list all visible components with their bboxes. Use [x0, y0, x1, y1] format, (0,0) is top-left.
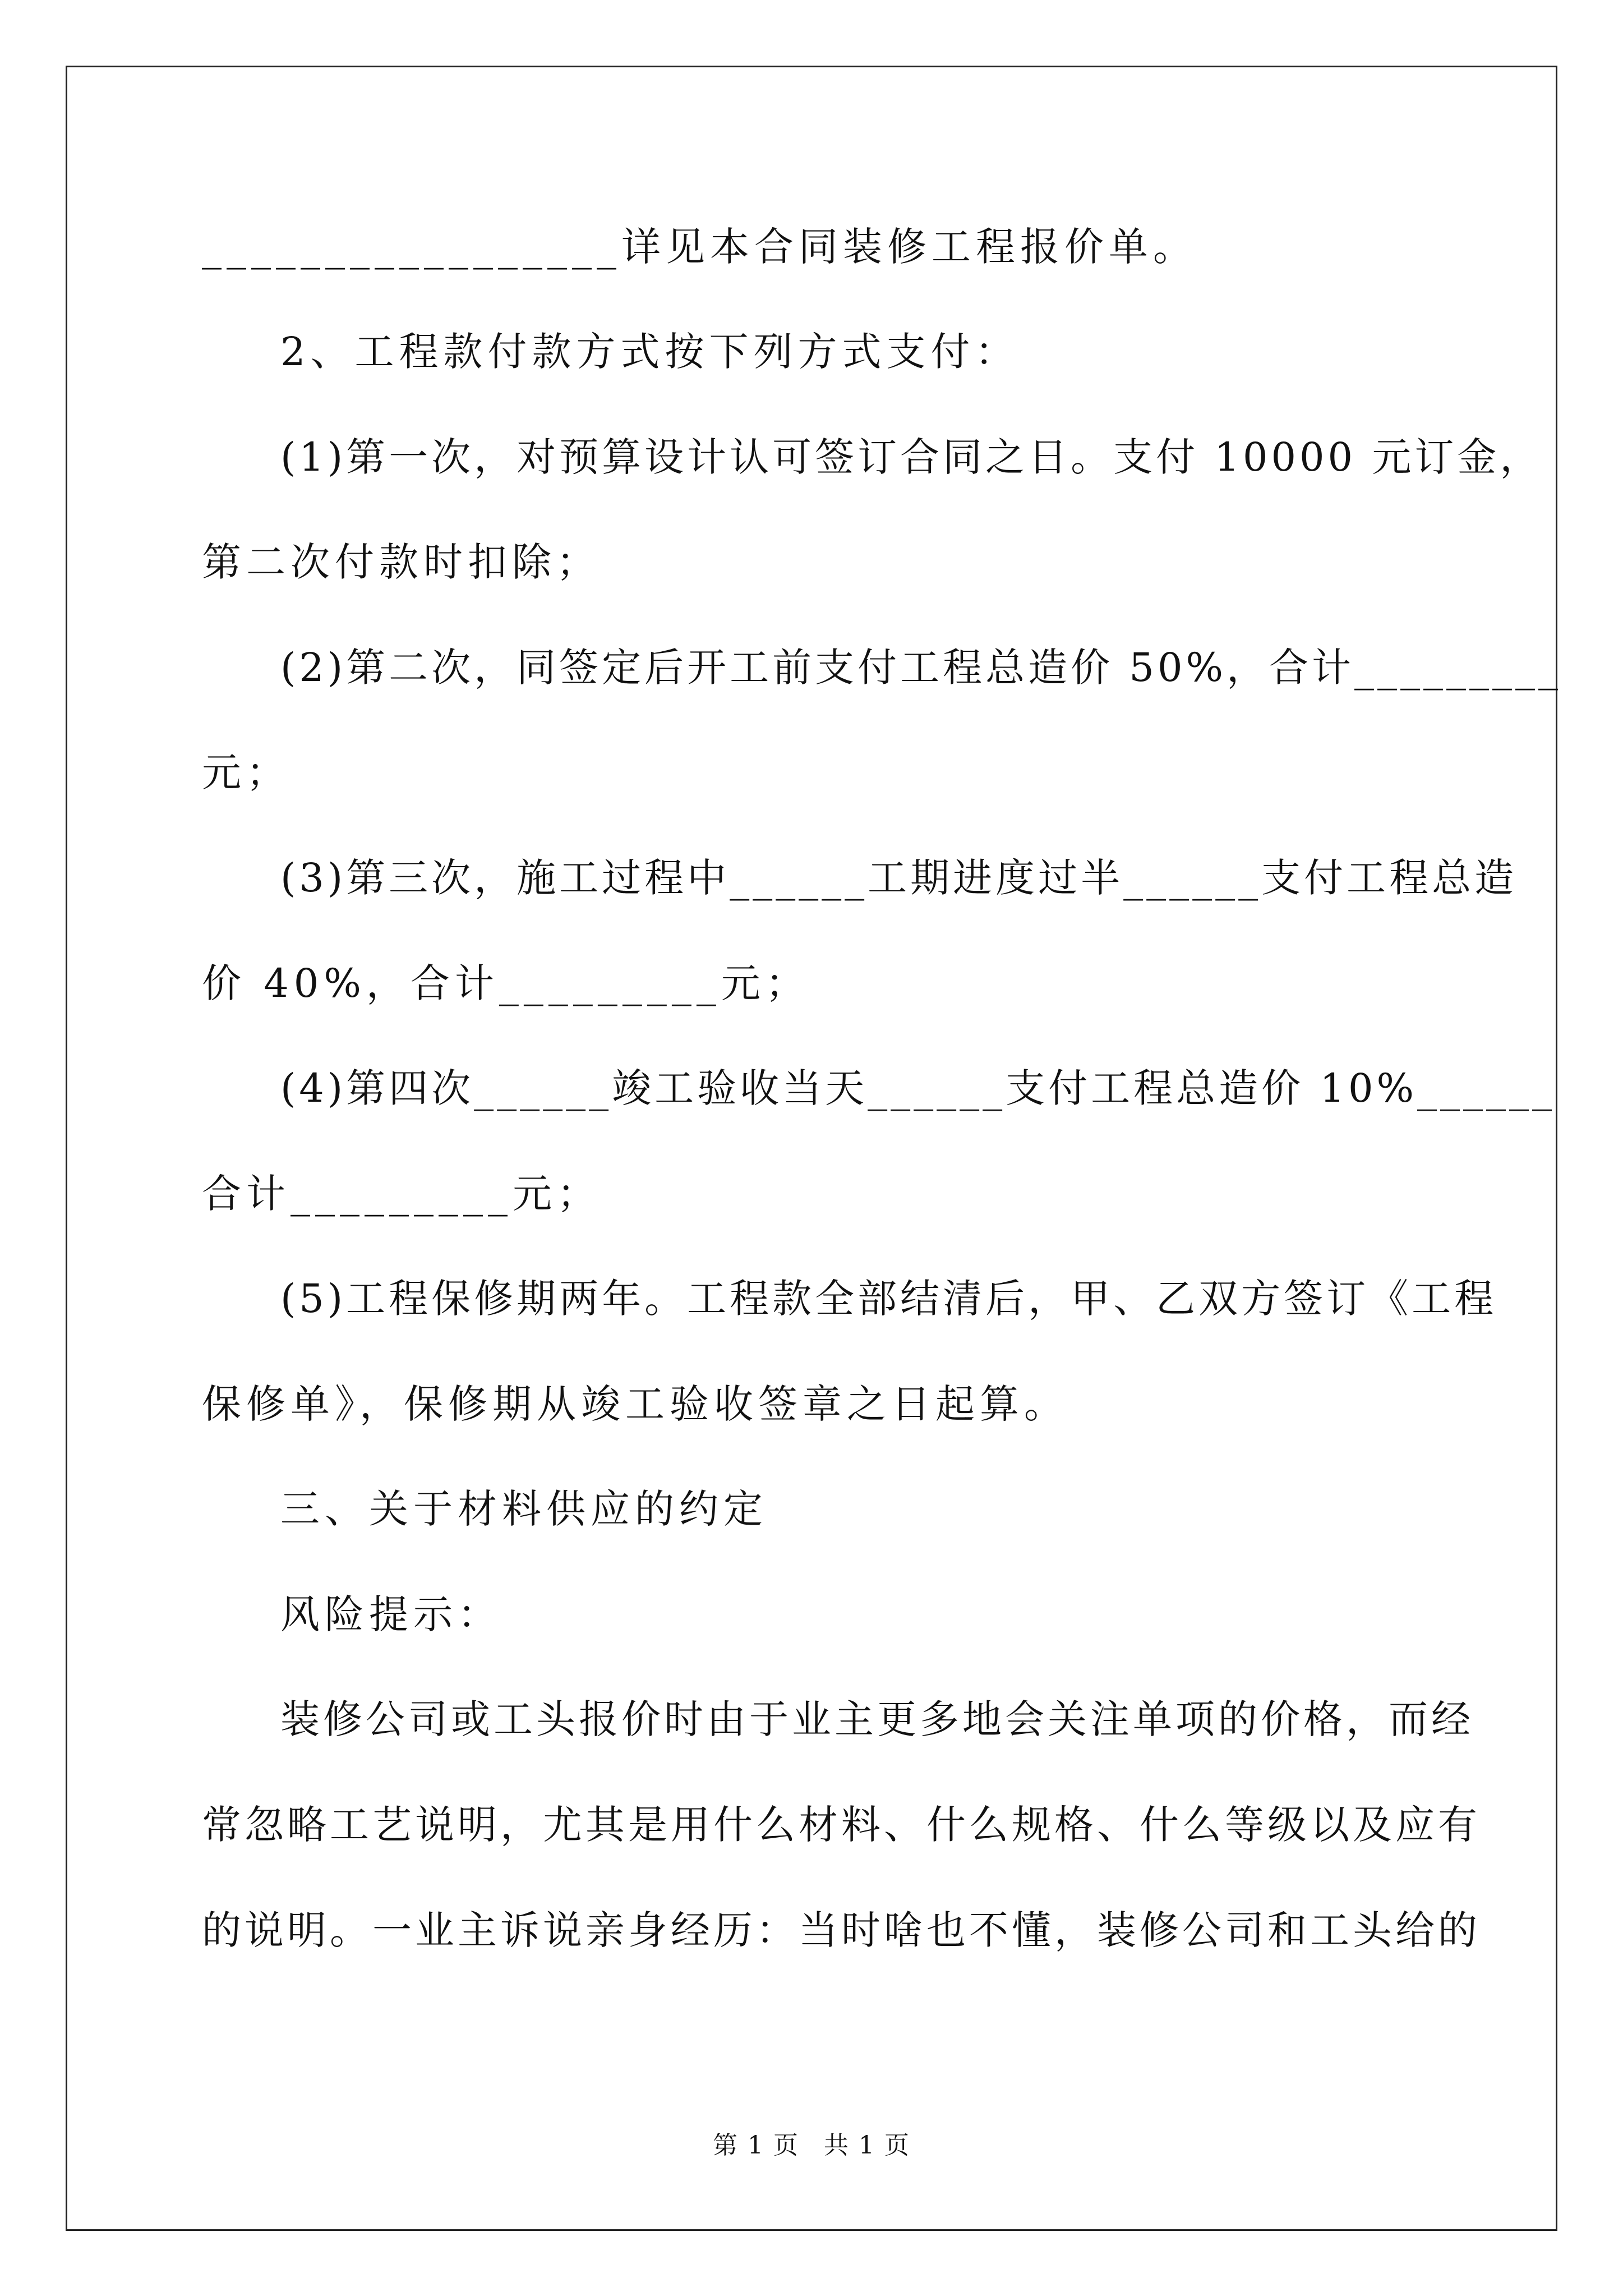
page-number: 第 1 页 — [713, 2131, 799, 2160]
text-line: 合计_________元； — [202, 1171, 601, 1217]
page-total: 共 1 页 — [824, 2131, 910, 2160]
text-line: 第二次付款时扣除； — [202, 539, 601, 585]
section-heading: 三、关于材料供应的约定 — [280, 1486, 768, 1532]
text-line: (4)第四次______竣工验收当天______支付工程总造价 10%______ — [280, 1065, 1555, 1111]
text-line: 常忽略工艺说明，尤其是用什么材料、什么规格、什么等级以及应有 — [202, 1802, 1481, 1848]
text-line: (5)工程保修期两年。工程款全部结清后，甲、乙双方签订《工程 — [280, 1276, 1497, 1322]
page-footer — [0, 2129, 1623, 2162]
text-line: (2)第二次，同签定后开工前支付工程总造价 50%，合计_________ — [280, 645, 1561, 691]
text-line: 价 40%，合计_________元； — [202, 960, 810, 1006]
text-line: 风险提示： — [280, 1591, 502, 1637]
text-line: (3)第三次，施工过程中______工期进度过半______支付工程总造 — [280, 855, 1518, 901]
text-line: 的说明。一业主诉说亲身经历：当时啥也不懂，装修公司和工头给的 — [202, 1907, 1481, 1953]
text-line: 保修单》，保修期从竣工验收签章之日起算。 — [202, 1381, 1068, 1427]
text-line: (1)第一次，对预算设计认可签订合同之日。支付 10000 元订金， — [280, 434, 1543, 480]
text-line: _________________详见本合同装修工程报价单。 — [202, 224, 1197, 270]
text-line: 元； — [202, 749, 291, 795]
text-line: 2、工程款付款方式按下列方式支付： — [280, 329, 1020, 375]
text-line: 装修公司或工头报价时由于业主更多地会关注单项的价格，而经 — [280, 1696, 1474, 1742]
